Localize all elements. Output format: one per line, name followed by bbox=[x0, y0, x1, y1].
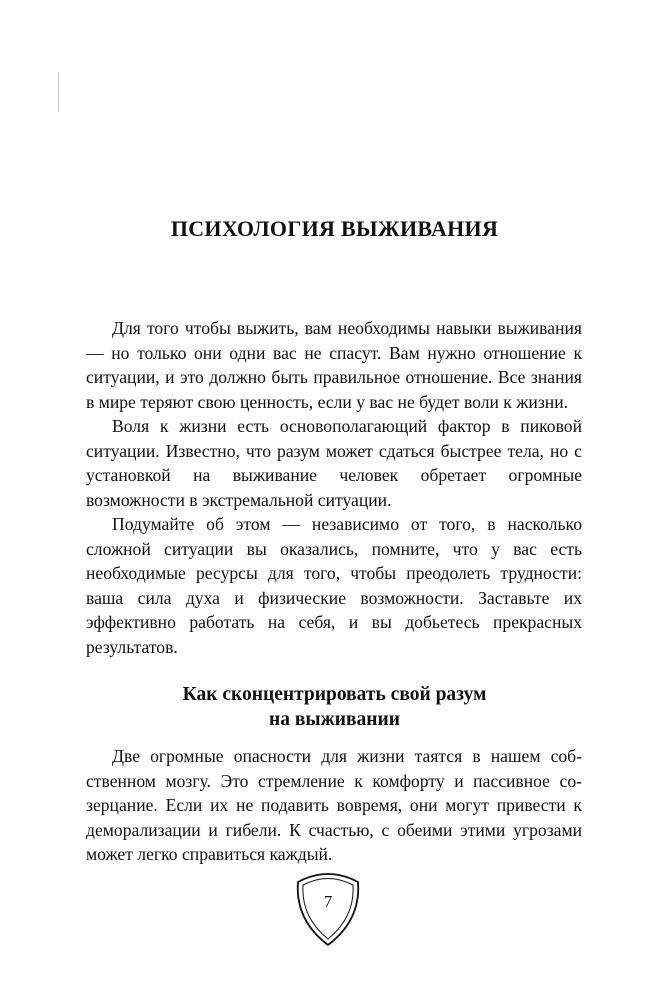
section-heading-line: на выживании bbox=[269, 709, 400, 730]
page-number: 7 bbox=[323, 892, 333, 911]
section-heading-line: Как сконцентрировать свой разум bbox=[182, 684, 487, 705]
section-heading bbox=[0, 682, 669, 732]
paragraph: Воля к жизни есть основополагающий фактор в пиковой ситуации. Известно, что разум может сдаться быстрее тела, но с установкой на выживание человек обретает огромные возможности в экстремальной ситуации. bbox=[86, 416, 582, 510]
chapter-body bbox=[86, 316, 582, 659]
paragraph: Подумайте об этом — независимо от того, в насколько сложной ситуации вы оказались, помните, что у вас есть необходимые ресурсы для того, чтобы преодолеть трудности: ваша сила духа и физические возможности. Заставьте их эффективно работать на себя, и вы добьетесь прекрасных результатов. bbox=[86, 514, 582, 657]
paragraph: Для того чтобы выжить, вам необходимы навыки выживания — но только они одни вас не спасут. Вам нужно отношение к ситуации, и это должно быть правильное отношение. Все знания в мире теряют свою ценность, если у вас не будет воли к жизни. bbox=[86, 318, 582, 412]
chapter-title: ПСИХОЛОГИЯ ВЫЖИВАНИЯ bbox=[170, 216, 499, 241]
paragraph: Две огромные опасности для жизни таятся в нашем собственном мозгу. Это стремление к комфорту и пассивное созерцание. Если их не подавить вовремя, они могут привести к деморализации и гибели. К счастью, с обеими этими угрозами может легко справиться каждый. bbox=[86, 746, 582, 864]
margin-mark bbox=[58, 72, 59, 112]
section-body bbox=[86, 744, 582, 867]
